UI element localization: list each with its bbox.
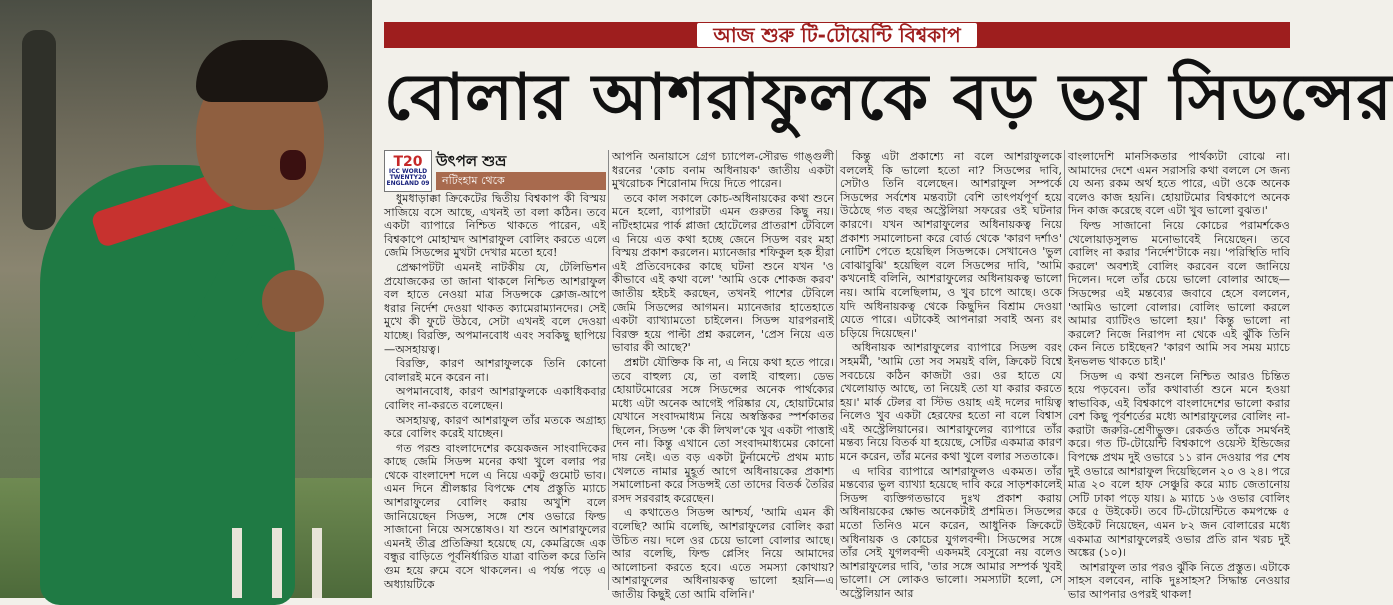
paragraph: প্রেক্ষাপটটা এমনই নাটকীয় যে, টেলিভিশন প্রযোজকের তা জানা থাকলে নিশ্চিত আশরাফুল বল হাতে নেওয়া মাত্র সিডন্সকে ক্লোজ-আপে ধরার নির্দেশ দেওয়া থাকত ক্যামেরাম্যানদের। সেই মুখে কী ফুটে উঠবে, সেটা এখনই বলে দেওয়া যাচ্ছে। বিরক্তি, অপমানবোধ এবং সবকিছু ছাপিয়ে—অসহায়ত্ব।	[384, 260, 606, 356]
author-name: উৎপল শুভ্র	[436, 152, 507, 170]
paragraph: অসহায়ত্ব, কারণ আশরাফুল তাঁর মতকে অগ্রাহ্য করে বোলিং করেই যাচ্ছেন।	[384, 413, 606, 441]
player-fist	[262, 270, 324, 332]
column-rule	[836, 150, 837, 590]
article-column-2	[612, 150, 834, 601]
paragraph: গত পরশু বাংলাদেশের কয়েকজন সাংবাদিকের কাছে জেমি সিডন্স মনের কথা খুলে বলার পর থেকে বাংলাদেশ দলে এ নিয়ে একটু গুমোট ভাব। এমন দিনে শ্রীলঙ্কার বিপক্ষে শেষ প্রস্তুতি ম্যাচে আশরাফুলের বোলিং করায় অখুশি বলে জানিয়েছেন সিডন্স, সঙ্গে শেষ ওভারে ফিল্ড সাজানো নিয়ে অসন্তোষও। যা শুনে আশরাফুলের এমনই তীব্র প্রতিক্রিয়া হয়েছে যে, কেমব্রিজে এক বন্ধুর বাড়িতে পূর্বনির্ধারিত যাত্রা বাতিল করে তিনি গুম হয়ে রুমে বসে থাকলেন। এ পর্যন্ত পড়ে এ অধ্যায়টিকে	[384, 441, 606, 591]
paragraph: প্রশ্নটা যৌক্তিক কি না, এ নিয়ে কথা হতে পারে। তবে বাহুল্য যে, তা বলাই বাহুল্য। ডেভ হোয়াটমোরের সঙ্গে সিডন্সের অনেক পার্থক্যের মধ্যে এটা অনেক আগেই পরিষ্কার যে, হোয়াটমোর যেখানে সংবাদমাধ্যম নিয়ে অস্বস্তিকর স্পর্শকাতর ছিলেন, সিডন্স 'কে কী লিখল'কে খুব একটা পাত্তাই দেন না। কিন্তু এখানে তো সংবাদমাধ্যমের কোনো দায় নেই। এত বড় একটা টুর্নামেন্টে প্রথম ম্যাচ খেলতে নামার মুহূর্ত আগে অধিনায়কের প্রকাশ্য সমালোচনা করে সিডন্সই তো তাদের বিতর্ক তৈরির রসদ সরবরাহ করেছেন।	[612, 355, 834, 505]
article-column-1	[384, 192, 606, 592]
column-rule	[608, 150, 609, 590]
paragraph: আশরাফুল তার পরও ঝুঁকি নিতে প্রস্তুত। এটাকে সাহস বলবেন, নাকি দুঃসাহস? সিদ্ধান্ত নেওয়ার ভার আপনার ওপরই থাকল!	[1068, 560, 1290, 601]
photo-background-figure	[22, 30, 56, 230]
column-rule	[1064, 150, 1065, 590]
paragraph: অপমানবোধ, কারণ আশরাফুলকে একাধিকবার বোলিং না-করতে বলেছেন।	[384, 385, 606, 412]
cricket-stumps	[222, 528, 342, 598]
paragraph: বিরক্তি, কারণ আশরাফুলকে তিনি কোনো বোলারই মনে করেন না।	[384, 357, 606, 384]
logo-text: ICC WORLD TWENTY20 ENGLAND 09	[386, 168, 430, 187]
paragraph: অধিনায়ক আশরাফুলের ব্যাপারে সিডন্স বরং সহমর্মী, 'আমি তো সব সময়ই বলি, ক্রিকেট বিশ্বে সবচেয়ে কঠিন কাজটা ওর। ওর হাতে যে খেলোয়াড় আছে, তা নিয়েই তো যা করার করতে হয়।' মার্ক টেলর বা স্টিভ ওয়াহ এই দলের দায়িত্ব নিলেও খুব একটা হেরফের হতো না বলে বিশ্বাস এই অস্ট্রেলিয়ানের। আশরাফুলের ব্যাপারে তাঁর মন্তব্য নিয়ে বিতর্ক যা হয়েছে, সেটির একমাত্র কারণ মনে করেন, তাঁর মনের কথা খুলে বলার সততাকে।	[840, 341, 1062, 464]
paragraph: ধুমধাড়াক্কা ক্রিকেটের দ্বিতীয় বিশ্বকাপ কী বিস্ময় সাজিয়ে বসে আছে, এখনই তা বলা কঠিন। তবে একটা ব্যাপারে নিশ্চিত থাকতে পারেন, এই বিশ্বকাপে মোহাম্মদ আশরাফুল বোলিং করতে এলে জেমি সিডন্সের মুখটা দেখার মতো হবে!	[384, 192, 606, 260]
logo-mark: T20	[393, 154, 423, 170]
kicker-text: আজ শুরু টি-টোয়েন্টি বিশ্বকাপ	[697, 23, 976, 47]
dateline: নটিংহাম থেকে	[436, 172, 606, 190]
article-column-3	[840, 150, 1062, 600]
kicker-banner	[384, 22, 1290, 48]
player-mouth	[280, 150, 306, 180]
byline	[384, 150, 606, 190]
article-column-4	[1068, 150, 1290, 601]
headline: বোলার আশরাফুলকে বড় ভয় সিডন্সের	[384, 61, 1393, 135]
paragraph: সিডন্স এ কথা শুনলে নিশ্চিত আরও চিন্তিত হয়ে পড়বেন। তাঁর কথাবার্তা শুনে মনে হওয়া স্বাভাবিক, এই বিশ্বকাপে বাংলাদেশের ভালো করার বেশ কিছু পূর্বশর্তের মধ্যে আশরাফুলের বোলিং না-করাটা জরুরি-শ্রেণীভুক্ত। রেকর্ডও তাঁকে সমর্থনই করে। গত টি-টোয়েন্টি বিশ্বকাপে ওয়েস্ট ইন্ডিজের বিপক্ষে প্রথম দুই ওভারে ১১ রান দেওয়ার পর শেষ দুই ওভারে আশরাফুল দিয়েছিলেন ২০ ও ২৪। পরে মাত্র ২০ বলে হাফ সেঞ্চুরি করে ম্যাচ জেতানোয় সেটি ঢাকা পড়ে যায়। ৯ ম্যাচে ১৬ ওভার বোলিং করে ৫ উইকেট। তবে টি-টোয়েন্টিতে কমপক্ষে ৫ উইকেট নিয়েছেন, এমন ৮২ জন বোলারের মধ্যে একমাত্র আশরাফুলেরই ওভার প্রতি রান খরচ দুই অঙ্কের (১০)।	[1068, 369, 1290, 560]
t20-world-cup-logo	[384, 150, 432, 192]
cricketer-photo	[0, 0, 372, 598]
paragraph: এ কথাতেও সিডন্স আশ্চর্য, 'আমি এমন কী বলেছি? আমি বলেছি, আশরাফুলের বোলিং করা উচিত নয়। দলে ওর চেয়ে ভালো বোলার আছে। আর বলেছি, ফিল্ড প্লেসিং নিয়ে আমাদের আলোচনা করতে হবে। এতে সমস্যা কোথায়? আশরাফুলের অধিনায়কত্ব ভালো হয়নি—এ জাতীয় কিছুই তো আমি বলিনি।'	[612, 506, 834, 601]
paragraph: ফিল্ড সাজানো নিয়ে কোচের পরামর্শকেও খেলোয়াড়সুলভ মনোভাবেই নিয়েছেন। তবে বোলিং না করার 'নির্দেশ'টাকে নয়। 'পরিস্থিতি দাবি করলে' অবশ্যই বোলিং করবেন বলে জানিয়ে দিলেন। দলে তাঁর চেয়ে ভালো বোলার আছে—সিডন্সের এই মন্তব্যের জবাবে হেসে বললেন, 'আমিও ভালো বোলার। বোলিং ভালো করলে আমার ব্যাটিংও ভালো হয়।' কিন্তু ভালো না করলে? নিজে নিরাপদ না থেকে এই ঝুঁকি তিনি কেন নিতে চাইছেন? 'কারণ আমি সব সময় ম্যাচে ইনভলভ থাকতে চাই।'	[1068, 218, 1290, 368]
player-hair	[196, 40, 328, 102]
paragraph: আপনি অনায়াসে গ্রেগ চ্যাপেল-সৌরভ গাঙ্গুলী ধরনের 'কোচ বনাম অধিনায়ক' জাতীয় একটা মুখরোচক শিরোনাম দিয়ে দিতে পারেন।	[612, 150, 834, 191]
paragraph: কিন্তু এটা প্রকাশ্যে না বলে আশরাফুলকে বললেই কি ভালো হতো না? সিডন্সের দাবি, সেটাও তিনি বলেছেন। আশরাফুল সম্পর্কে সিডন্সের সর্বশেষ মন্তব্যটা বেশি তাৎপর্যপূর্ণ হয়ে উঠেছে গত বছর অস্ট্রেলিয়া সফরের ওই ঘটনার কারণে। যখন আশরাফুলের অধিনায়কত্ব নিয়ে প্রকাশ্য সমালোচনা করে বোর্ড থেকে 'কারণ দর্শাও' নোটিশ পেতে হয়েছিল সিডন্সকে। সেখানেও 'ভুল বোঝাবুঝি' হয়েছিল বলে সিডন্সের দাবি, 'আমি কখনোই বলিনি, আশরাফুলের অধিনায়কত্ব ভালো নয়। আমি বলেছিলাম, ও খুব চাপে আছে। ওকে যদি অধিনায়কত্ব থেকে কিছুদিন বিশ্রাম দেওয়া যেতে পারে। এটাকেই আপনারা সবাই অন্য রং চড়িয়ে দিয়েছেন।'	[840, 150, 1062, 340]
paragraph: বাংলাদেশি মানসিকতার পার্থক্যটা বোঝে না। আমাদের দেশে এমন সরাসরি কথা বললে সে জন্য যে অন্য রকম অর্থ হতে পারে, এটা ওকে অনেক বলেও কাজ হয়নি। হোয়াটমোর বিশ্বকাপে অনেক দিন কাজ করেছে বলে এটা খুব ভালো বুঝত।'	[1068, 150, 1290, 218]
paragraph: তবে কাল সকালে কোচ-অধিনায়কের কথা শুনে মনে হলো, ব্যাপারটা এমন গুরুতর কিছু নয়। নটিংহামের পার্ক প্লাজা হোটেলের প্রাতরাশ টেবিলে এ নিয়ে এত কথা হচ্ছে জেনে সিডন্স বরং মহা বিস্ময় প্রকাশ করলেন। ম্যানেজার শফিকুল হক হীরা এই প্রতিবেদকের কাছে ঘটনা শুনে যখন 'ও কীভাবে এই কথা বলে' 'আমি ওকে শোকজ করব' জাতীয় হইচই করছেন, তখনই পাশের টেবিলে জেমি সিডন্সের আগমন। ম্যানেজার হাতেহাতে একটা ব্যাখ্যামতো চাইলেন। সিডন্স যারপরনাই বিরক্ত হয়ে পাল্টা প্রশ্ন করলেন, 'প্রেস নিয়ে এত ভাবার কী আছে?'	[612, 191, 834, 355]
paragraph: এ দাবির ব্যাপারে আশরাফুলও একমত। তাঁর মন্তব্যের ভুল ব্যাখ্যা হয়েছে দাবি করে সাড়শকালেই সিডন্স ব্যক্তিগতভাবে দুঃখ প্রকাশ করায় অধিনায়কের ক্ষোভ অনেকটাই প্রশমিত। সিডন্সের মতো তিনিও মনে করেন, আধুনিক ক্রিকেটে অধিনায়ক ও কোচের যুগলবন্দী। সিডন্সের সঙ্গে তাঁর সেই যুগলবন্দী একদমই বেসুরো নয় বলেও আশরাফুলের দাবি, 'তার সঙ্গে আমার সম্পর্ক খুবই ভালো। সে লোকও ভালো। সমস্যাটা হলো, সে অস্ট্রেলিয়ান আর	[840, 464, 1062, 600]
